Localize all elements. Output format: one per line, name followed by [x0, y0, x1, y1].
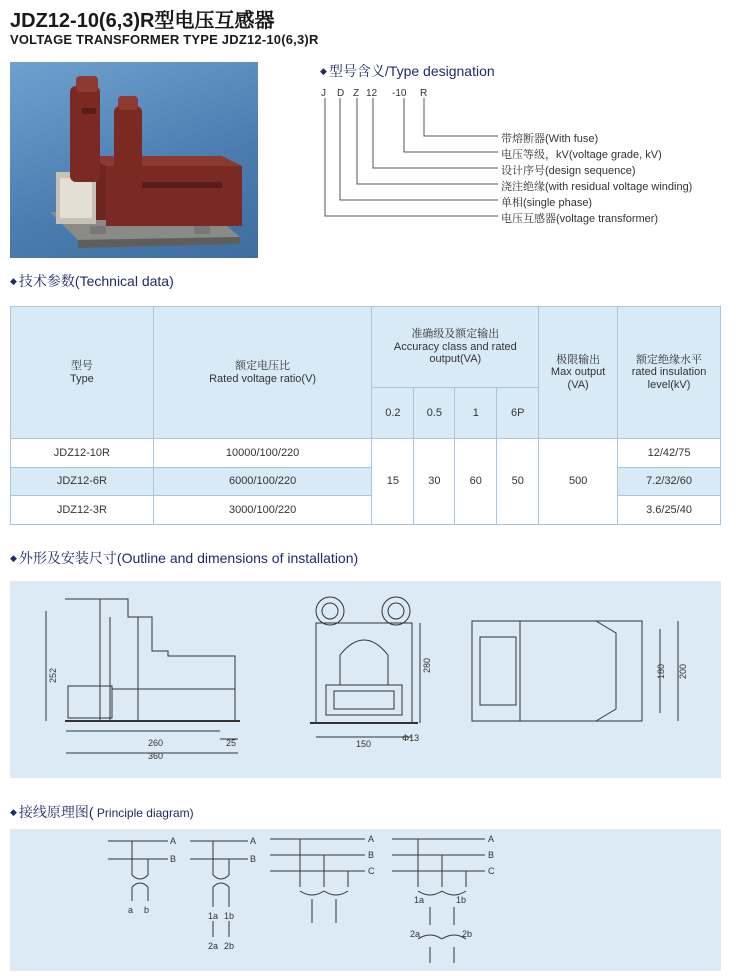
designation-heading-text: 型号含义/Type designation [328, 63, 495, 79]
table-header-row [11, 307, 721, 388]
type-cell: JDZ12-3R [11, 496, 154, 525]
insulation-cell: 12/42/75 [618, 439, 721, 468]
terminal-label: b [144, 905, 150, 915]
dim-label: 180 [656, 663, 666, 679]
header-acc-en2: output(VA) [429, 353, 482, 366]
terminal-label: 1b [224, 911, 235, 921]
header-ratio-cn: 额定电压比 [235, 359, 291, 372]
principle-heading-en: Principle diagram) [93, 806, 194, 820]
line-label: B [488, 850, 495, 860]
dim-label: Φ13 [402, 733, 420, 743]
class-cell: 0.2 [372, 388, 414, 439]
class-cell: 0.5 [414, 388, 455, 439]
code-letter-6: R [420, 88, 428, 99]
max-output-cell: 500 [539, 439, 618, 525]
header-accuracy [372, 307, 539, 388]
dim-label: 260 [148, 738, 164, 748]
header-insulation [618, 307, 721, 439]
technical-data-table [10, 306, 721, 525]
header-acc-cn: 准确级及额定输出 [411, 328, 500, 341]
designation-item: 浇注绝缘(with residual voltage winding) [501, 181, 693, 193]
header-ratio-en: Rated voltage ratio(V) [209, 372, 317, 385]
output-cell: 15 [372, 439, 414, 525]
table-row [11, 439, 721, 468]
insulation-cell: 7.2/32/60 [618, 468, 721, 496]
terminal-label: 2b [462, 929, 473, 939]
terminal-label: a [128, 905, 134, 915]
ratio-cell: 10000/100/220 [153, 439, 372, 468]
header-acc-en1: Accuracy class and rated [393, 340, 517, 353]
terminal-label: 1b [456, 895, 467, 905]
code-letter-2: D [337, 88, 345, 99]
code-letter-4: 12 [366, 88, 378, 99]
class-cell: 1 [455, 388, 497, 439]
section-heading-technical [10, 271, 174, 291]
header-max-en1: Max output [550, 366, 606, 379]
dim-label: 252 [48, 667, 58, 683]
line-label: B [250, 854, 257, 864]
transformer-illustration [10, 62, 258, 258]
terminal-label: 2a [410, 929, 421, 939]
line-label: A [488, 834, 495, 844]
diamond-bullet-icon: ◆ [10, 276, 17, 286]
output-cell: 30 [414, 439, 455, 525]
dim-label: 150 [356, 739, 372, 749]
dim-label: 200 [678, 663, 688, 679]
header-max-en2: (VA) [567, 378, 589, 391]
principle-diagrams [10, 829, 721, 971]
header-ratio [153, 307, 372, 439]
header-ins-en2: level(kV) [647, 378, 691, 391]
terminal-label: 1a [414, 895, 425, 905]
header-max-output [539, 307, 618, 439]
ratio-cell: 3000/100/220 [153, 496, 372, 525]
header-type [11, 307, 154, 439]
type-cell: JDZ12-10R [11, 439, 154, 468]
header-max-cn: 极限输出 [556, 353, 601, 366]
class-cell: 6P [497, 388, 539, 439]
line-label: A [368, 834, 375, 844]
header-ins-en1: rated insulation [631, 366, 707, 379]
designation-item: 设计序号(design sequence) [501, 165, 636, 177]
line-label: B [170, 854, 177, 864]
product-photo [10, 62, 258, 258]
code-letter-5: -10 [392, 88, 407, 99]
outline-panel [10, 581, 721, 778]
outline-heading-text: 外形及安装尺寸(Outline and dimensions of installation) [18, 550, 359, 566]
terminal-label: 1a [208, 911, 219, 921]
section-heading-designation [320, 61, 495, 81]
ratio-cell: 6000/100/220 [153, 468, 372, 496]
terminal-label: 2b [224, 941, 235, 951]
technical-heading-text: 技术参数(Technical data) [18, 273, 174, 289]
principle-heading-cn: 接线原理图( [18, 804, 94, 820]
page-subtitle: VOLTAGE TRANSFORMER TYPE JDZ12-10(6,3)R [10, 32, 319, 47]
line-label: C [368, 866, 375, 876]
terminal-label: 2a [208, 941, 219, 951]
header-type-en: Type [69, 372, 94, 385]
line-label: A [250, 836, 257, 846]
dim-label: 280 [422, 657, 432, 673]
type-cell: JDZ12-6R [11, 468, 154, 496]
designation-diagram [318, 84, 518, 224]
designation-item: 带熔断器(With fuse) [501, 133, 599, 145]
outline-drawings [10, 581, 721, 778]
section-heading-outline [10, 548, 358, 568]
code-letter-3: Z [353, 88, 360, 99]
designation-item: 电压等级，kV(voltage grade, kV) [501, 149, 662, 161]
diamond-bullet-icon: ◆ [10, 807, 17, 817]
designation-item: 电压互感器(voltage transformer) [501, 213, 659, 225]
header-ins-cn: 额定绝缘水平 [636, 353, 703, 366]
insulation-cell: 3.6/25/40 [618, 496, 721, 525]
dim-label: 360 [148, 751, 164, 761]
line-label: B [368, 850, 375, 860]
header-type-cn: 型号 [70, 359, 93, 372]
designation-item: 单相(single phase) [501, 197, 593, 209]
diamond-bullet-icon: ◆ [320, 66, 327, 76]
diamond-bullet-icon: ◆ [10, 553, 17, 563]
output-cell: 50 [497, 439, 539, 525]
section-heading-principle [10, 802, 194, 822]
principle-panel [10, 829, 721, 971]
code-letter-1: J [321, 88, 326, 99]
line-label: A [170, 836, 177, 846]
output-cell: 60 [455, 439, 497, 525]
line-label: C [488, 866, 495, 876]
page-title: JDZ12-10(6,3)R型电压互感器 [10, 10, 275, 32]
dim-label: 25 [226, 738, 237, 748]
